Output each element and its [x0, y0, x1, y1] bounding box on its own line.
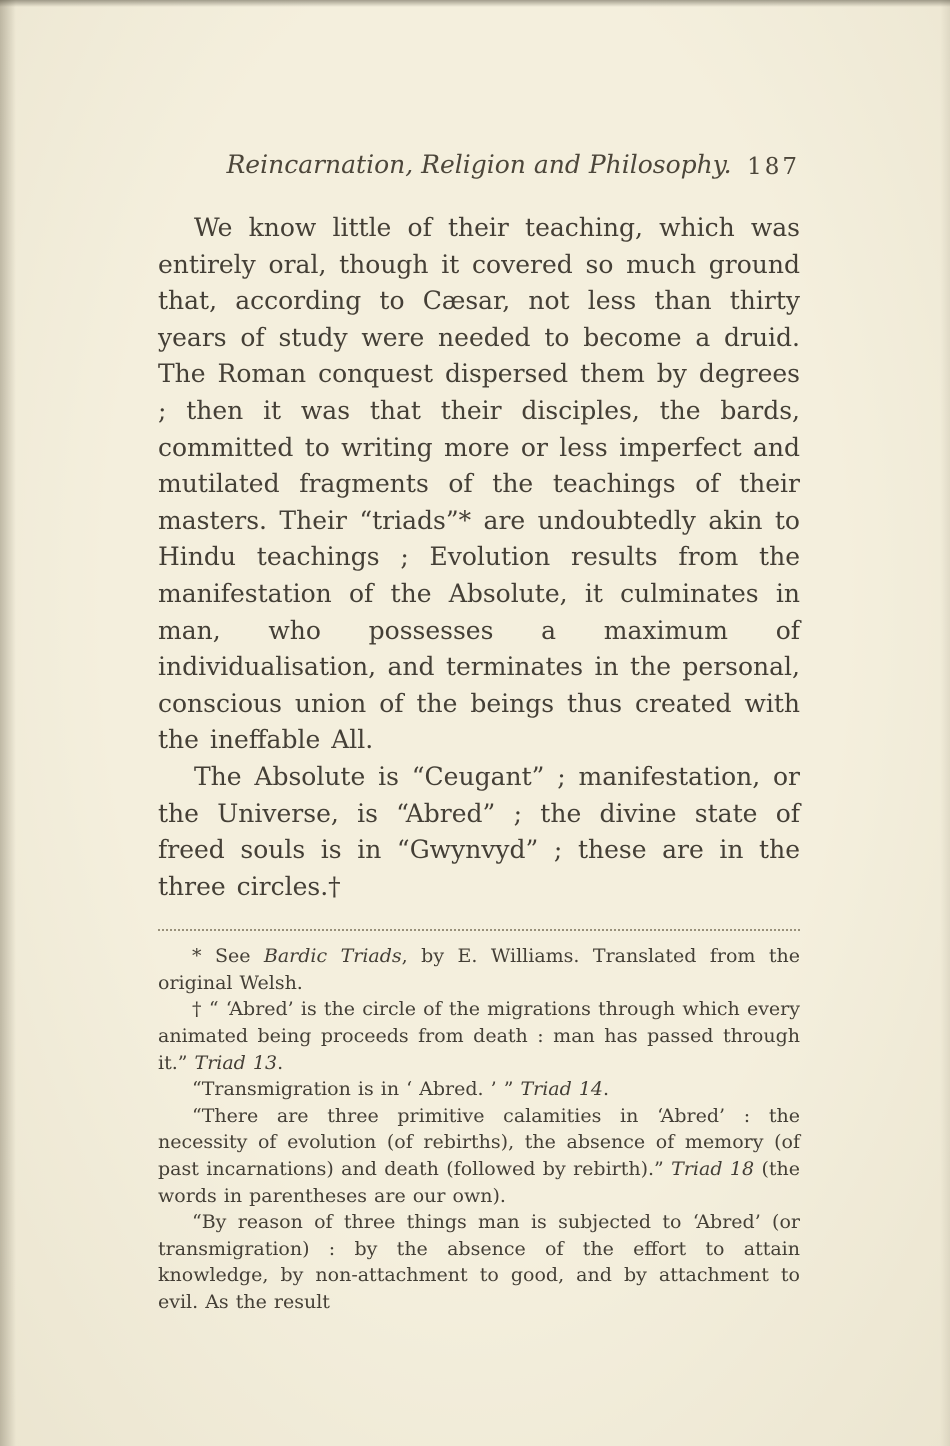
footnote-citation: Bardic Triads [263, 945, 402, 968]
footnote-text: , by E. Williams. Translated from the original Welsh. [158, 945, 800, 994]
page-title: Reincarnation, Religion and Philosophy. [226, 150, 732, 179]
book-page [158, 0, 800, 1316]
footnote [158, 1076, 800, 1103]
footnote-separator [158, 929, 800, 931]
footnote-text: * See [192, 945, 264, 968]
paragraph: The Absolute is “Ceugant” ; manifestation, or the Universe, is “Abred” ; the divine state of freed souls is in “Gwynvyd” ; these are in the three circles.† [158, 761, 800, 901]
footnote-text: “There are three primitive calamities in ‘Abred’ : the necessity of evolution (of rebirths), the absence of memory (of past incarnations) and death (followed by rebirth).” [158, 1104, 800, 1181]
running-header [158, 150, 800, 180]
footnote [158, 996, 800, 1076]
paragraph: We know little of their teaching, which was entirely oral, though it covered so much ground that, according to Cæsar, not less than thirty years of study were needed to become a druid. The Roman conquest dispersed them by degrees ; then it was that their disciples, the bards, committed to writing more or less imperfect and mutilated fragments of the teachings of their masters. Their “triads”* are undoubtedly akin to Hindu teachings ; Evolution results from the manifestation of the Absolute, it culminates in man, who possesses a maximum of individualisation, and terminates in the personal, conscious union of the beings thus created with the ineffable All. [158, 213, 800, 755]
page-number: 187 [747, 154, 800, 180]
footnote-citation: Triad 18 [671, 1158, 755, 1181]
footnote-text: “Transmigration is in ‘ Abred. ’ ” [192, 1078, 521, 1101]
footnote-text: † “ ‘Abred’ is the circle of the migrations through which every animated being proceeds from death : man has passed through it.” [158, 998, 800, 1074]
footnote [158, 1103, 800, 1209]
footnote-text: . [277, 1051, 284, 1074]
footnote-text: “By reason of three things man is subjected to ‘Abred’ (or transmigration) : by the absence of the effort to attain knowledge, by non-attachment to good, and by attachment to evil. As the result [158, 1211, 800, 1313]
footnote-citation: Triad 14 [520, 1078, 604, 1101]
footnote-citation: Triad 13 [194, 1051, 278, 1074]
footnotes [158, 943, 800, 1315]
body-text [158, 210, 800, 905]
footnote [158, 943, 800, 996]
footnote [158, 1209, 800, 1315]
footnote-text: (the words in parentheses are our own). [158, 1158, 800, 1207]
footnote-text: . [603, 1078, 610, 1101]
